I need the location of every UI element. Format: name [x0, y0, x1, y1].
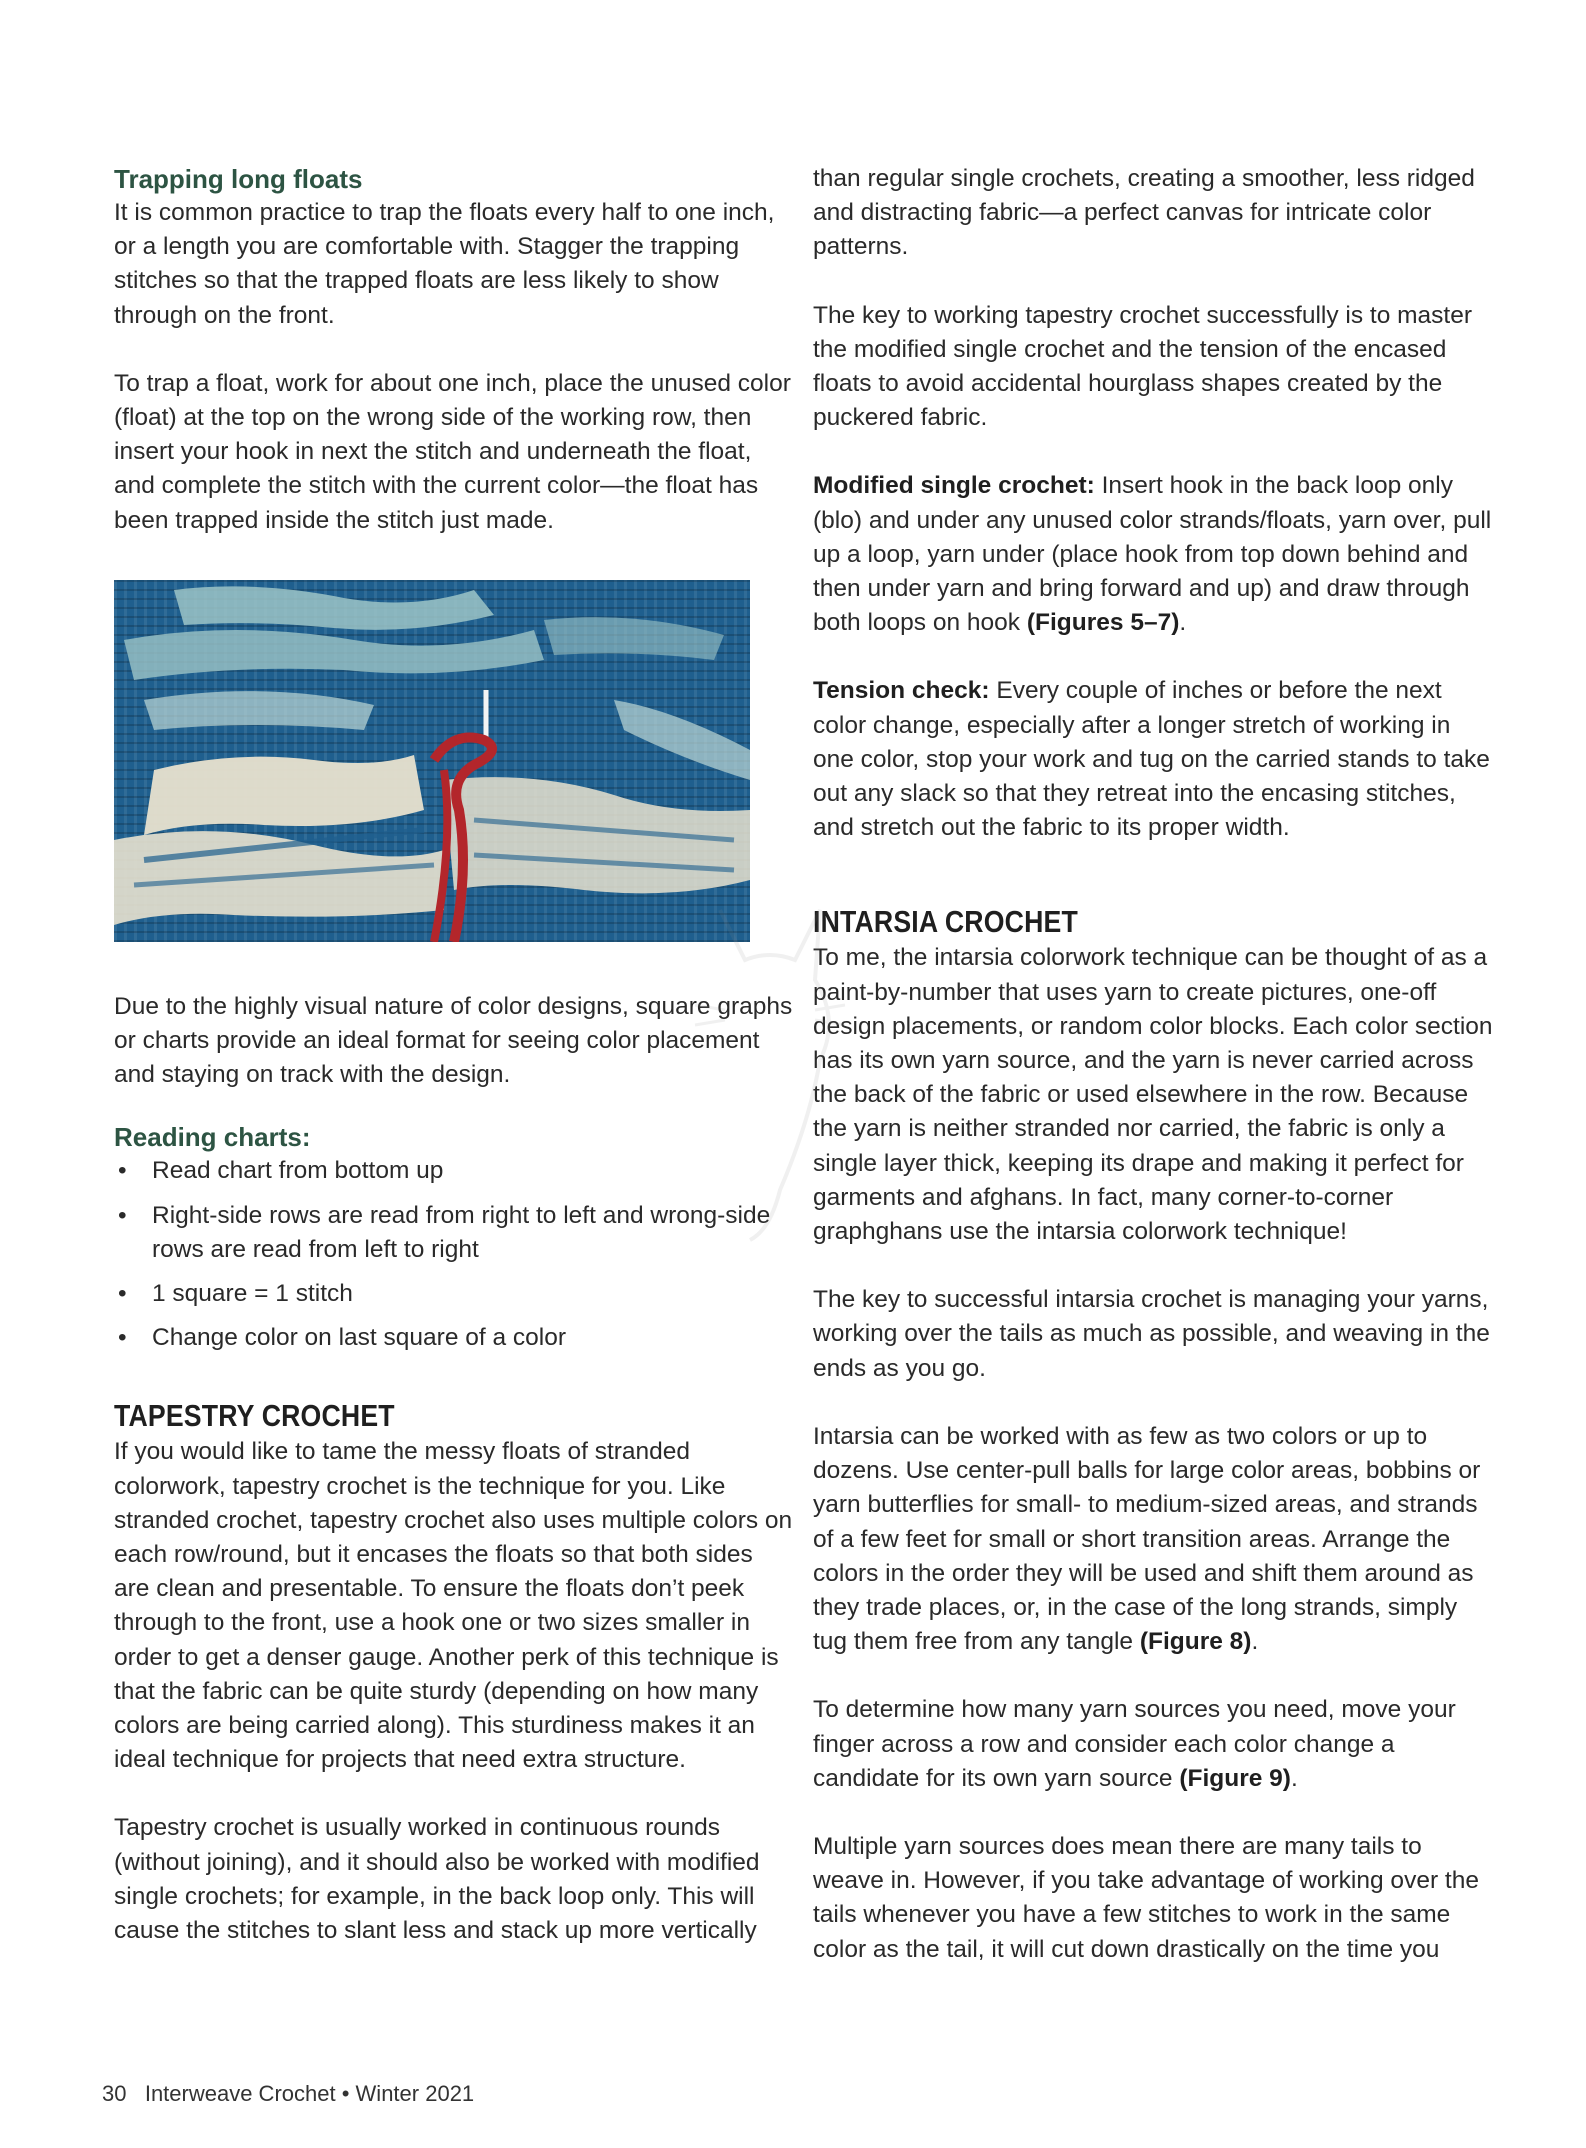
cat-watermark-icon: [690, 890, 850, 1250]
trapping-paragraph-2: To trap a float, work for about one inch, place the unused color (float) at the top on the wrong side of the working row, then insert your hook in next the stitch and underneath the float, and complete the stitch with the current color—the float has been trapped inside the stitch just made.: [114, 369, 791, 534]
intarsia-crochet-heading: INTARSIA CROCHET: [813, 904, 1078, 940]
page-footer: [102, 2080, 474, 2108]
period: .: [1251, 1628, 1259, 1656]
crochet-swatch-image: [114, 580, 750, 942]
intarsia-paragraph-3-text: Intarsia can be worked with as few as two colors or up to dozens. Use center-pull balls for large color areas, bobbins or yarn butterflies for small- to medium-sized areas, and strands of a few feet for small or short transition areas. Arrange the colors in the order they will be used and shift them around as they trade places, or, in the case of the long strands, simply tug them free from any tangle: [813, 1422, 1481, 1656]
footer-separator: •: [341, 2081, 350, 2106]
right-column: [813, 162, 1493, 1967]
tension-check-text: Every couple of inches or before the next color change, especially after a longer stretch of working in one color, stop your work and tug on the carried stands to take out any slack so that they retreat into the encasing stitches, and stretch out the fabric to its proper width.: [813, 677, 1490, 842]
issue-date: Winter 2021: [355, 2081, 475, 2106]
tension-check-paragraph: [813, 674, 1493, 845]
intarsia-paragraph-4: [813, 1693, 1493, 1796]
period: .: [1290, 1764, 1298, 1792]
list-item: • 1 square = 1 stitch: [114, 1277, 794, 1311]
modified-single-crochet-paragraph: [813, 469, 1493, 640]
tapestry-photo: [114, 580, 750, 942]
intarsia-paragraph-1: To me, the intarsia colorwork technique can be thought of as a paint-by-number that uses yarn to create pictures, one-off design placements, or random color blocks. Each color section has its own yarn source, and the yarn is never carried across the back of the fabric or used elsewhere in the row. Because the yarn is neither stranded nor carried, the fabric is only a single layer thick, keeping its drape and making it perfect for garments and afghans. In fact, many corner-to-corner graphghans use the intarsia colorwork technique!: [813, 944, 1493, 1246]
charts-intro-paragraph: Due to the highly visual nature of color designs, square graphs or charts provide an ideal format for seeing color placement and staying on track with the design.: [114, 992, 793, 1089]
intarsia-paragraph-4-text: To determine how many yarn sources you need, move your finger across a row and consider each color change a candidate for its own yarn source: [813, 1696, 1456, 1792]
tension-check-label: Tension check:: [813, 677, 990, 705]
trapping-heading: Trapping long floats: [114, 164, 363, 194]
continued-paragraph: than regular single crochets, creating a smoother, less ridged and distracting fabric—a perfect canvas for intricate color patterns.: [813, 165, 1475, 261]
figure-reference: (Figure 9): [1179, 1764, 1291, 1792]
tapestry-paragraph-1: If you would like to tame the messy floats of stranded colorwork, tapestry crochet is the technique for you. Like stranded crochet, tapestry crochet also uses multiple colors on each row/round, but it encases the floats so that both sides are clean and presentable. To ensure the floats don’t peek through to the front, use a hook one or two sizes smaller in order to get a denser gauge. Another perk of this technique is that the fabric can be quite sturdy (depending on how many colors are being carried along). This sturdiness makes it an ideal technique for projects that need extra structure.: [114, 1438, 793, 1774]
modified-single-crochet-label: Modified single crochet:: [813, 472, 1095, 500]
list-item: • Read chart from bottom up: [114, 1154, 794, 1188]
page-number: 30: [102, 2081, 127, 2106]
reading-charts-heading: Reading charts:: [114, 1122, 311, 1153]
list-item: • Right-side rows are read from right to left and wrong-side rows are read from left to right: [114, 1199, 794, 1267]
tapestry-paragraph-2: Tapestry crochet is usually worked in continuous rounds (without joining), and it should also be worked with modified single crochets; for example, in the back loop only. This will cause the stitches to slant less and stack up more vertically: [114, 1814, 760, 1945]
intarsia-paragraph-2: The key to successful intarsia crochet is managing your yarns, working over the tails as much as possible, and weaving in the ends as you go.: [813, 1286, 1490, 1382]
figure-reference: (Figures 5–7): [1026, 609, 1180, 637]
tapestry-crochet-heading: TAPESTRY CROCHET: [114, 1398, 395, 1434]
list-item: • Change color on last square of a color: [114, 1321, 794, 1355]
intarsia-paragraph-5: Multiple yarn sources does mean there are many tails to weave in. However, if you take advantage of working over the tails whenever you have a few stitches to work in the same color as the tail, it will cut down drastically on the time you: [813, 1832, 1479, 1963]
intarsia-paragraph-3: [813, 1420, 1493, 1659]
figure-reference: (Figure 8): [1139, 1628, 1252, 1656]
magazine-name: Interweave Crochet: [144, 2081, 336, 2106]
key-tapestry-paragraph: The key to working tapestry crochet successfully is to master the modified single crochet and the tension of the encased floats to avoid accidental hourglass shapes created by the puckered fabric.: [813, 301, 1473, 432]
period: .: [1179, 609, 1187, 637]
modified-single-crochet-text: Insert hook in the back loop only (blo) and under any unused color strands/floats, yarn over, pull up a loop, yarn under (place hook from top down behind and then under yarn and bring forward and up) and draw through both loops on hook: [813, 472, 1492, 637]
trapping-paragraph-1: It is common practice to trap the floats every half to one inch, or a length you are comfortable with. Stagger the trapping stitches so that the trapped floats are less likely to show through on the front.: [114, 199, 775, 329]
